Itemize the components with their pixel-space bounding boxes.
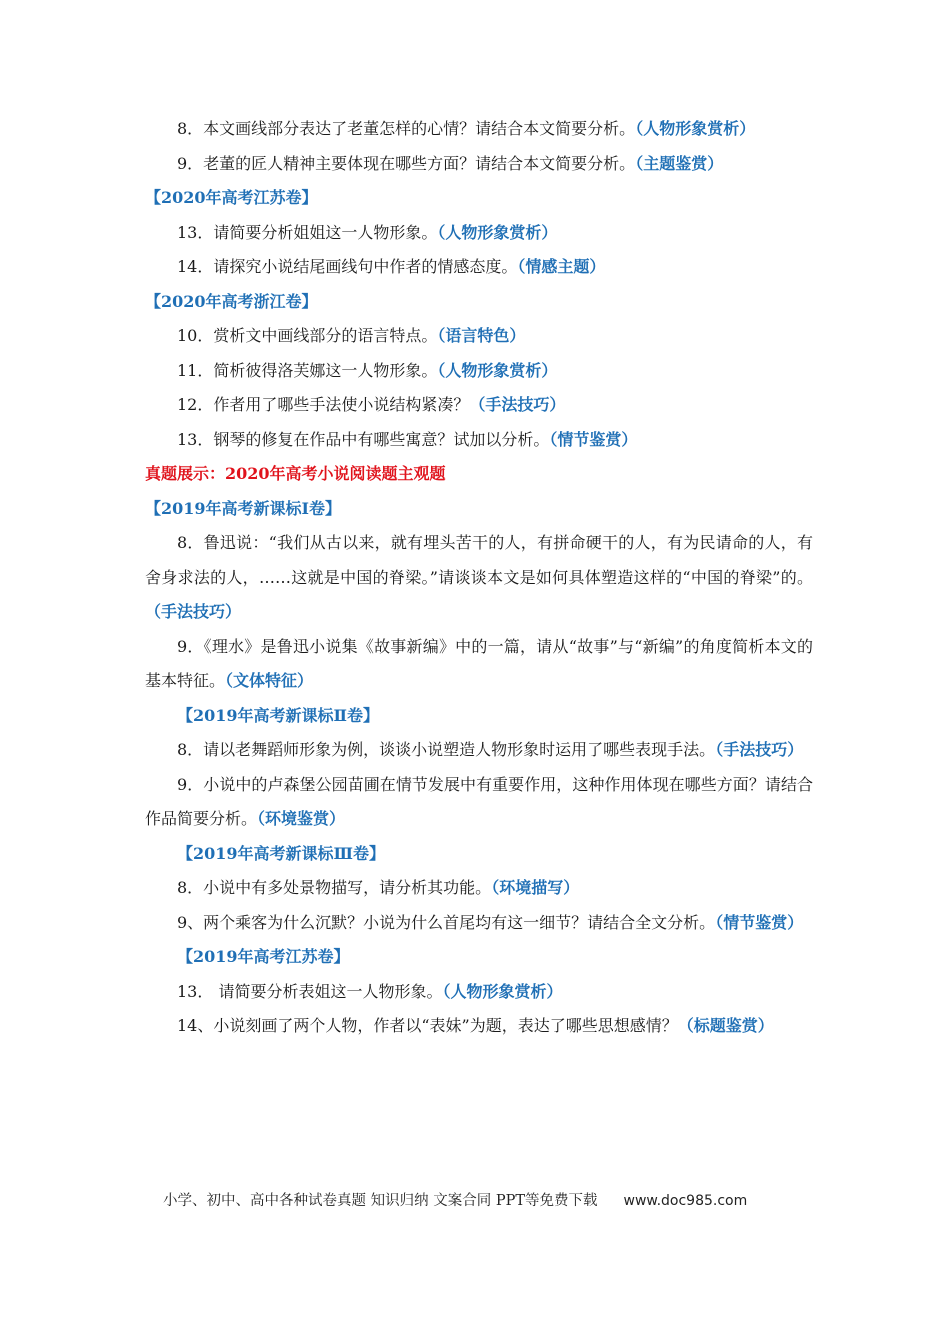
question-item: 11．简析彼得洛芙娜这一人物形象。（人物形象赏析） (177, 360, 558, 380)
exam-header: 【2019年高考江苏卷】 (177, 947, 350, 966)
section-title: 真题展示：2020年高考小说阅读题主观题 (145, 464, 446, 483)
question-item: 13．请简要分析姐姐这一人物形象。（人物形象赏析） (177, 222, 558, 242)
question-tag: （人物形象赏析） (442, 981, 563, 1001)
question-tag: （情感主题） (517, 257, 606, 276)
question-item: 9、两个乘客为什么沉默？小说为什么首尾均有这一细节？请结合全文分析。（情节鉴赏） (177, 912, 804, 932)
question-tag: （手法技巧） (145, 602, 242, 621)
footer-text: 小学、初中、高中各种试卷真题 知识归纳 文案合同 PPT等免费下载 (163, 1193, 598, 1209)
question-tag: （标题鉴赏） (677, 1016, 774, 1035)
exam-header: 【2019年高考新课标Ⅱ卷】 (177, 705, 380, 725)
question-item: 8．请以老舞蹈师形象为例，谈谈小说塑造人物形象时运用了哪些表现手法。（手法技巧） (177, 740, 804, 759)
question-tag: （情节鉴赏） (715, 912, 804, 932)
page-footer (163, 1190, 747, 1212)
footer-url[interactable]: www.doc985.com (623, 1193, 748, 1209)
question-item: 8．小说中有多处景物描写，请分析其功能。（环境描写） (177, 878, 580, 897)
question-item: 13．钢琴的修复在作品中有哪些寓意？试加以分析。（情节鉴赏） (177, 429, 638, 449)
question-item: 14．请探究小说结尾画线句中作者的情感态度。（情感主题） (177, 257, 606, 276)
exam-header: 【2020年高考浙江卷】 (145, 291, 318, 311)
question-item: 9．老董的匠人精神主要体现在哪些方面？请结合本文简要分析。（主题鉴赏） (177, 153, 724, 173)
question-tag: （语言特色） (437, 326, 526, 345)
question-tag: （主题鉴赏） (635, 153, 724, 173)
question-tag: （人物形象赏析） (437, 360, 558, 380)
question-tag: （环境鉴赏） (257, 809, 346, 828)
question-item: 14、小说刻画了两个人物，作者以“表妹”为题，表达了哪些思想感情？（标题鉴赏） (177, 1016, 774, 1035)
question-tag: （文体特征） (225, 671, 314, 690)
question-tag: （人物形象赏析） (437, 222, 558, 242)
question-item: 9．《理水》是鲁迅小说集《故事新编》中的一篇，请从“故事”与“新编”的角度简析本文的基本特征。（文体特征） (145, 636, 813, 690)
question-tag: （手法技巧） (469, 395, 566, 414)
question-tag: （情节鉴赏） (549, 429, 638, 449)
question-item: 13． 请简要分析表姐这一人物形象。（人物形象赏析） (177, 981, 563, 1001)
question-item: 8．本文画线部分表达了老董怎样的心情？请结合本文简要分析。（人物形象赏析） (177, 119, 756, 138)
exam-header: 【2019年高考新课标Ⅰ卷】 (145, 498, 342, 518)
question-item: 9．小说中的卢森堡公园苗圃在情节发展中有重要作用，这种作用体现在哪些方面？请结合作品简要分析。（环境鉴赏） (145, 774, 813, 828)
question-item: 10．赏析文中画线部分的语言特点。（语言特色） (177, 326, 526, 345)
document-body (145, 112, 813, 1044)
question-tag: （人物形象赏析） (635, 119, 756, 138)
question-item: 12．作者用了哪些手法使小说结构紧凑？（手法技巧） (177, 395, 566, 414)
exam-header: 【2020年高考江苏卷】 (145, 188, 318, 207)
question-item: 8．鲁迅说：“我们从古以来，就有埋头苦干的人，有拼命硬干的人，有为民请命的人，有舍身求法的人，……这就是中国的脊梁。”请谈谈本文是如何具体塑造这样的“中国的脊梁”的。（手法技巧） (145, 533, 813, 621)
question-tag: （手法技巧） (715, 740, 804, 759)
question-tag: （环境描写） (491, 878, 580, 897)
exam-header: 【2019年高考新课标Ⅲ卷】 (177, 843, 386, 863)
